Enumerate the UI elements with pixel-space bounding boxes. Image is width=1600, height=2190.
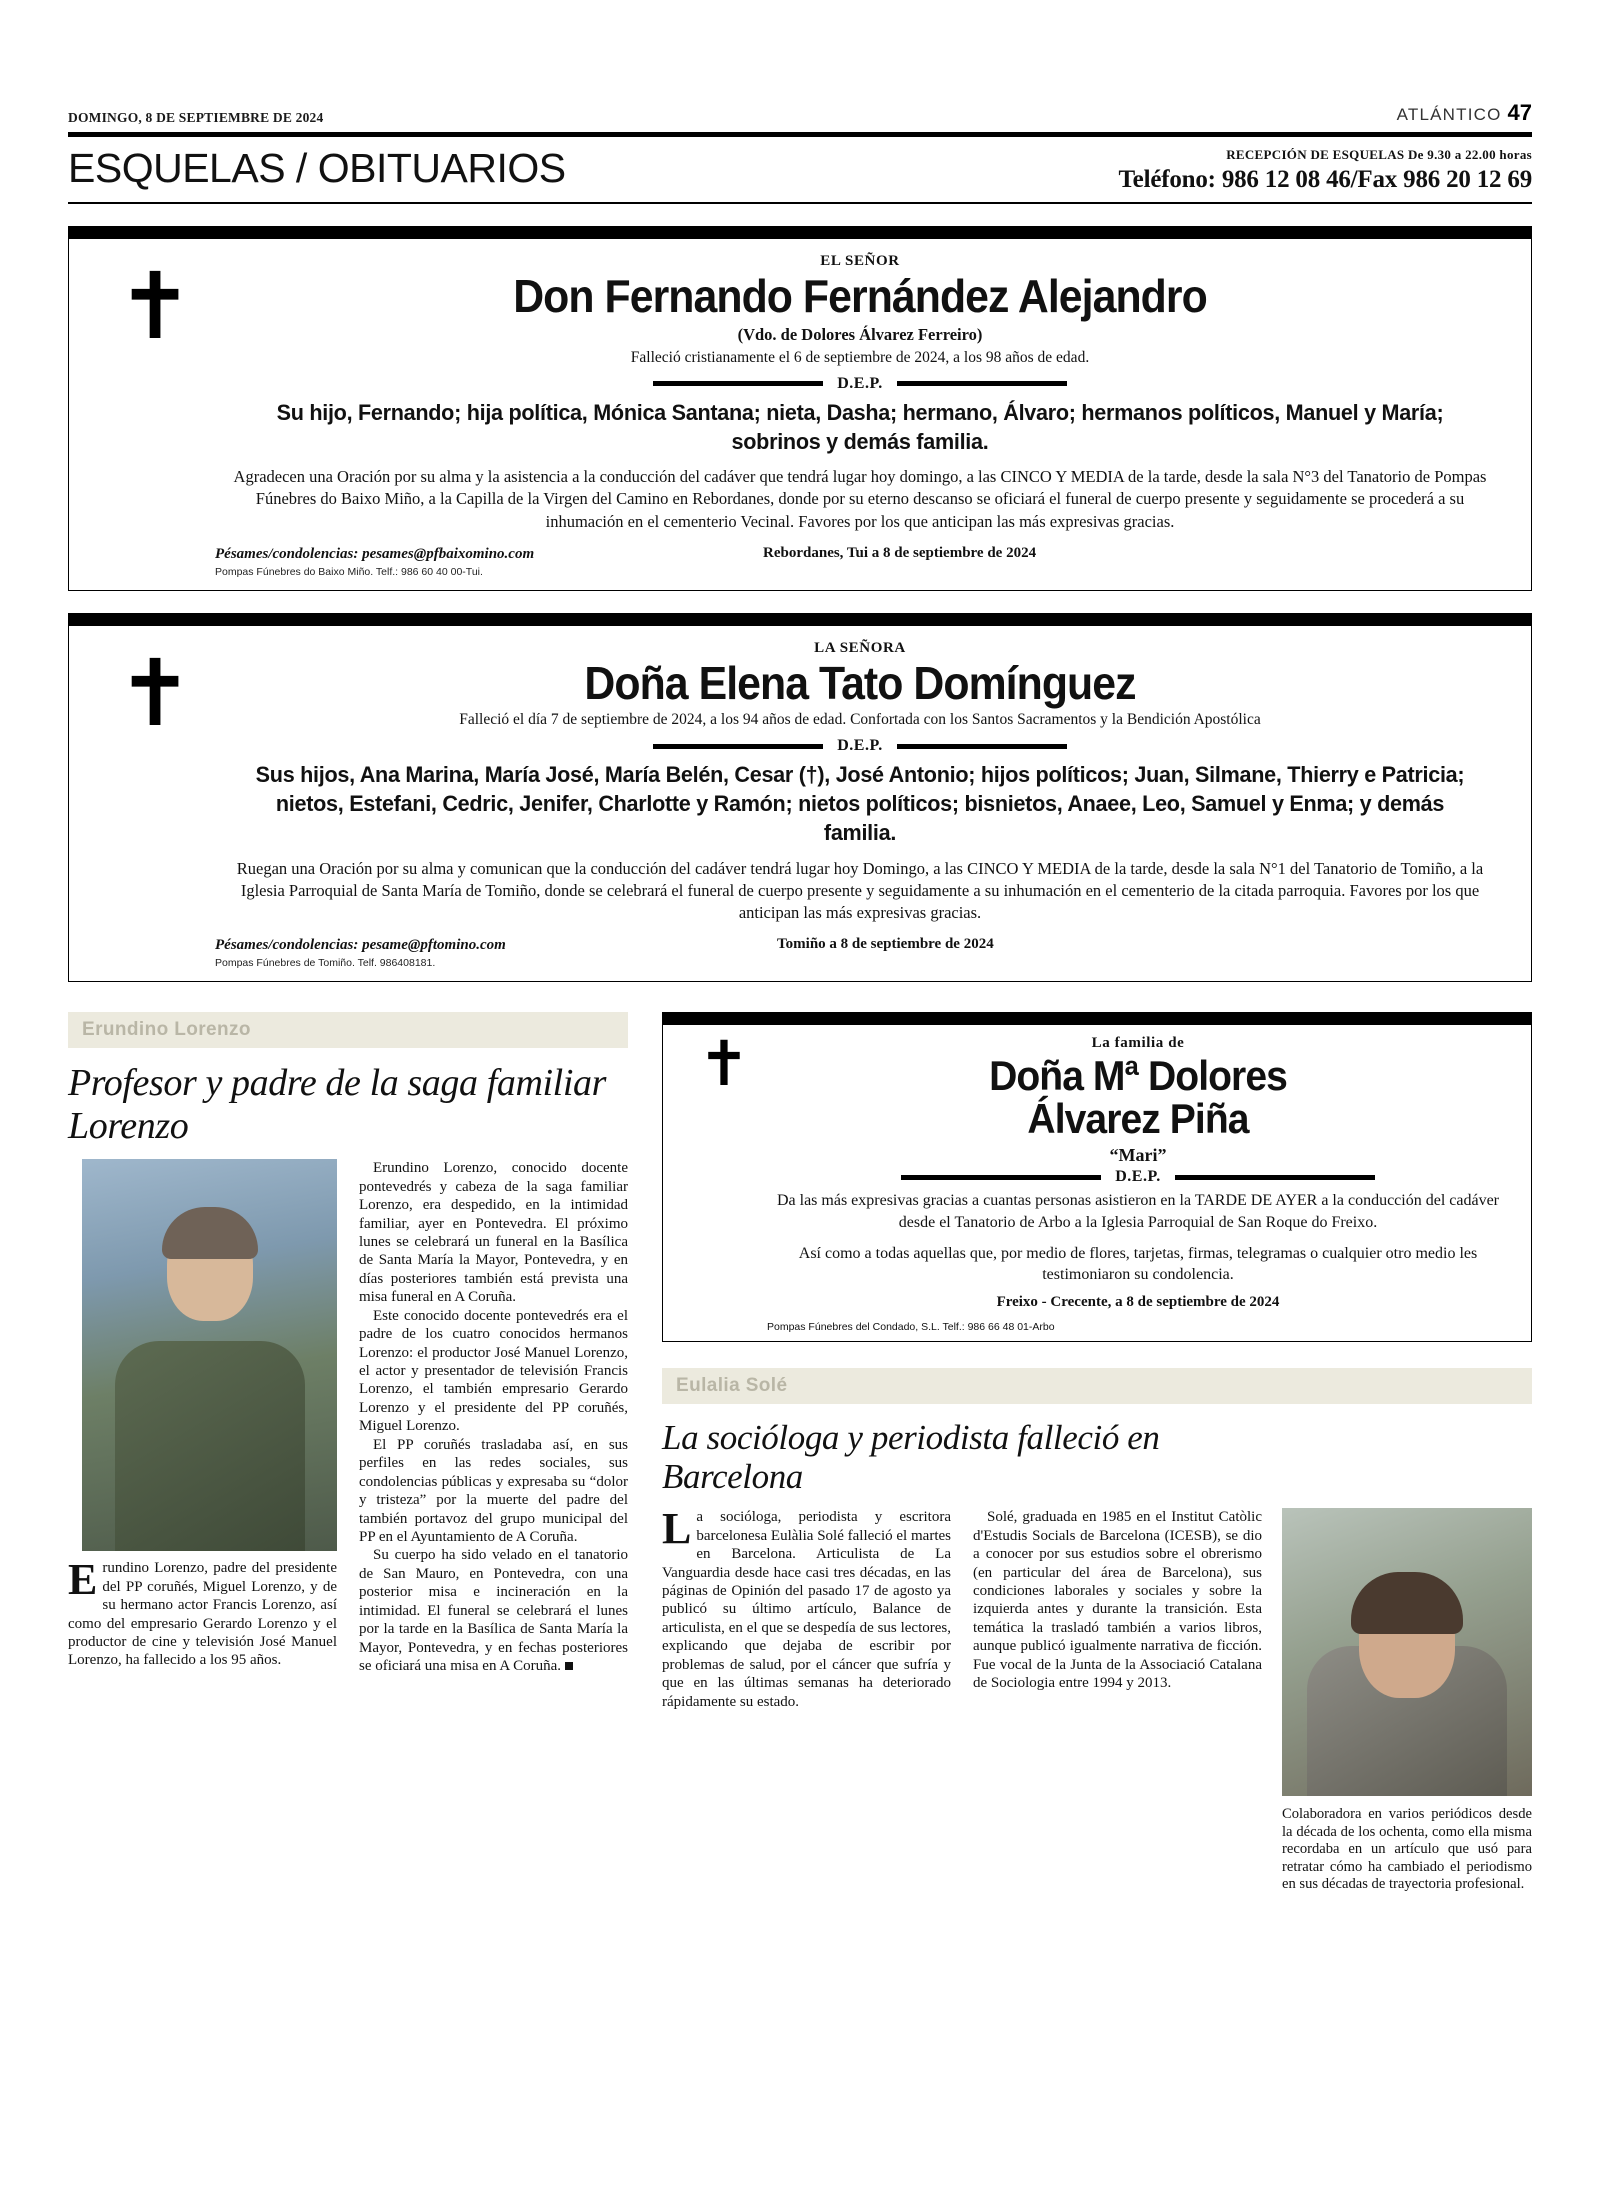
deceased-name-line1: Doña Mª Dolores: [989, 1052, 1287, 1100]
section-header: [68, 147, 1532, 194]
obituary-notice-3: [662, 1012, 1532, 1342]
photo-block: [1282, 1508, 1532, 1894]
lower-section: [68, 1012, 1532, 1894]
woman-portrait-photo: [1282, 1508, 1532, 1796]
paragraph: Este conocido docente pontevedrés era el padre de los cuatro conocidos hermanos Lorenzo: el productor José Manuel Lorenzo, el actor y presentador de televisión Francis Lorenzo, el también empresario Gerardo Lorenzo y el presidente del PP coruñés, Miguel Lorenzo.: [359, 1307, 628, 1435]
place-and-date: Tomiño a 8 de septiembre de 2024: [777, 936, 994, 953]
reception-info: [1119, 147, 1533, 194]
place-and-date: Rebordanes, Tui a 8 de septiembre de 2024: [763, 544, 1037, 561]
surviving-family: Su hijo, Fernando; hija política, Mónica Santana; nieta, Dasha; hermano, Álvaro; hermanos políticos, Manuel y María; sobrinos y demás familia.: [276, 399, 1444, 454]
issue-date: DOMINGO, 8 DE SEPTIEMBRE DE 2024: [68, 110, 324, 125]
page-title: ESQUELAS / OBITUARIOS: [68, 145, 566, 191]
mourning-band: [69, 227, 1531, 239]
article-eulalia: [662, 1368, 1532, 1893]
article-headline: Profesor y padre de la saga familiar Lorenzo: [68, 1062, 606, 1147]
dep-rule-right: [1175, 1175, 1375, 1180]
dep-divider: [767, 1168, 1509, 1186]
funeral-details: Agradecen una Oración por su alma y la asistencia a la conducción del cadáver que tendrá lugar hoy domingo, a las CINCO Y MEDIA de la tarde, desde la sala N°3 del Tanatorio de Pompas Fúnebres do Baixo Miño, a la Capilla de la Virgen del Camino en Rebordanes, donde por su eterno descanso se oficiará el funeral de cuerpo presente y seguidamente se procederá a su inhumación en el cementerio Vecinal. Favores por los que anticipan las más expresivas gracias.: [233, 467, 1487, 531]
end-mark: [565, 1662, 573, 1670]
article-kicker: Erundino Lorenzo: [68, 1012, 628, 1048]
masthead-rule: [68, 132, 1532, 137]
place-and-date: Freixo - Crecente, a 8 de septiembre de 2024: [996, 1293, 1280, 1310]
paragraph: Solé, graduada en 1985 en el Institut Catòlic d'Estudis Socials de Barcelona (ICESB), se dio a conocer por sus estudios sobre el obrerismo (en particular del área de Barcelona), sus condiciones laborales y sociales y sobre la izquierda antes y durante la transición. Esta temática la trasladó también a varios libros, aunque publicó igualmente narrativa de ficción. Fue vocal de la Junta de la Associació Catalana de Sociologia entre 1994 y 2013.: [973, 1509, 1262, 1692]
brand-name: ATLÁNTICO: [1396, 105, 1502, 124]
article-headline: La socióloga y periodista falleció en Barcelona: [662, 1417, 1160, 1497]
latin-cross-icon: ✝: [698, 1031, 750, 1100]
article-erundino: [68, 1012, 628, 1894]
death-info: Falleció el día 7 de septiembre de 2024, a los 94 años de edad. Confortada con los Santos Sacramentos y la Bendición Apostólica: [459, 711, 1261, 729]
obituary-notice-2: [68, 613, 1532, 982]
paragraph: La socióloga, periodista y escritora barcelonesa Eulàlia Solé falleció el martes en Barcelona. Articulista de La Vanguardia desde hace casi tres décadas, en las páginas de Opinión del pasado 17 de agosto ya publicó su último artículo, Balance de articulista, en el que se despedía de sus lectores, explicando que dejaba de escribir por problemas de salud, por el cáncer que sufría y que en las últimas semanas ha deteriorado rápidamente su estado.: [662, 1504, 951, 1710]
paragraph: Erundino Lorenzo, conocido docente pontevedrés y cabeza de la saga familiar Lorenzo, era despedido, en la intimidad familiar, ayer en Pontevedra. El próximo lunes se celebrará un funeral en la Basílica de Santa María la Mayor, Pontevedra, y en días posteriores también está prevista una misa funeral en A Coruña.: [359, 1160, 628, 1306]
thanks-text-2: Así como a todas aquellas que, por medio de flores, tarjetas, firmas, telegramas o cualquier otro medio les testimoniaron su condolencia.: [798, 1245, 1478, 1284]
paragraph: El PP coruñés trasladaba así, en sus perfiles en las redes sociales, sus condolencias públicas y expresaba su “dolor y tristeza” por la muerte del padre del también portavoz del grupo municipal del PP en el Ayuntamiento de A Coruña.: [359, 1436, 628, 1545]
right-column: [662, 1012, 1532, 1894]
deceased-name-line2: Álvarez Piña: [1027, 1094, 1249, 1142]
notice-footer: [215, 545, 1505, 578]
dep-rule-left: [653, 381, 823, 386]
funeral-home-info: Pompas Fúnebres del Condado, S.L. Telf.: 986 66 48 01-Arbo: [767, 1320, 1055, 1333]
masthead: [68, 0, 1532, 126]
paragraph: [359, 1546, 628, 1675]
deceased-name: Doña Elena Tato Domínguez: [584, 656, 1136, 709]
reception-phone: Teléfono: 986 12 08 46/Fax 986 20 12 69: [1118, 166, 1532, 193]
dep-rule-left: [653, 744, 823, 749]
article-kicker: Eulalia Solé: [662, 1368, 1532, 1404]
brand-folio: [1397, 100, 1532, 126]
death-info: Falleció cristianamente el 6 de septiembre de 2024, a los 98 años de edad.: [630, 348, 1090, 366]
mourning-band: [69, 614, 1531, 626]
dep-divider: [215, 737, 1505, 755]
dep-divider: [215, 375, 1505, 393]
condolences-email[interactable]: Pésames/condolencias: pesames@pfbaixomino.com: [215, 545, 535, 562]
deceased-subtitle: (Vdo. de Dolores Álvarez Ferreiro): [737, 324, 983, 344]
honorific: La familia de: [1091, 1035, 1185, 1052]
honorific: LA SEÑORA: [814, 639, 906, 656]
funeral-details: Ruegan una Oración por su alma y comunican que la conducción del cadáver tendrá lugar hoy Domingo, a las CINCO Y MEDIA de la tarde, desde la sala N°1 del Tanatorio de Tomiño, a la Iglesia Parroquial de Santa María de Tomiño, donde se celebrará el funeral de cuerpo presente y seguidamente a su inhumación en el cementerio de la citada parroquia. Favores por los que anticipan las más expresivas gracias.: [236, 858, 1484, 923]
thanks-text-1: Da las más expresivas gracias a cuantas personas asistieron en la TARDE DE AYER a la conducción del cadáver desde el Tanatorio de Arbo a la Iglesia Parroquial de San Roque do Freixo.: [776, 1192, 1500, 1231]
notice-footer: [215, 936, 1505, 969]
photo-caption: Colaboradora en varios periódicos desde la década de los ochenta, como ella misma recordaba en un artículo que usó para retratar cómo ha cambiado el periodismo en sus décadas de trayectoria profesional.: [1282, 1806, 1532, 1893]
man-portrait-photo: [82, 1159, 337, 1551]
condolences-email[interactable]: Pésames/condolencias: pesame@pftomino.com: [215, 937, 506, 954]
dep-rule-left: [901, 1175, 1101, 1180]
dep-rule-right: [897, 381, 1067, 386]
article-body: [68, 1159, 628, 1675]
obituary-notice-1: [68, 226, 1532, 591]
dep-label: D.E.P.: [837, 737, 883, 755]
honorific: EL SEÑOR: [820, 253, 900, 269]
page-number: 47: [1507, 100, 1532, 125]
latin-cross-icon: ✝: [116, 642, 194, 745]
mourning-band: [663, 1013, 1531, 1025]
dep-label: D.E.P.: [1115, 1168, 1161, 1186]
paragraph: Erundino Lorenzo, padre del presidente del PP coruñés, Miguel Lorenzo, y de su hermano actor Francis Lorenzo, así como del empresario Gerardo Lorenzo y el productor de cine y televisión José Manuel Lorenzo, ha fallecido a los 95 años.: [68, 1555, 337, 1669]
section-rule: [68, 202, 1532, 204]
latin-cross-icon: ✝: [116, 256, 194, 358]
surviving-family: Sus hijos, Ana Marina, María José, María Belén, Cesar (†), José Antonio; hijos políticos; Juan, Silmane, Thierry e Patricia; nietos, Estefani, Cedric, Jenifer, Charlotte y Ramón; nietos políticos; bisnietos, Anaee, Leo, Samuel y Enma; y demás familia.: [255, 762, 1465, 846]
deceased-name: Don Fernando Fernández Alejandro: [513, 270, 1207, 322]
dep-label: D.E.P.: [837, 374, 883, 392]
funeral-home-info: Pompas Fúnebres do Baixo Miño. Telf.: 986 60 40 00-Tui.: [215, 565, 483, 578]
article-body: [662, 1504, 1262, 1711]
funeral-home-info: Pompas Fúnebres de Tomiño. Telf. 986408181.: [215, 957, 436, 970]
reception-hours: RECEPCIÓN DE ESQUELAS De 9.30 a 22.00 horas: [1226, 147, 1532, 162]
paragraph-text: Su cuerpo ha sido velado en el tanatorio de San Mauro, en Pontevedra, con una posterior misa e incineración en la intimidad. El funeral se celebrará el lunes por la tarde en la Basílica de Santa María la Mayor, Pontevedra, y en fechas posteriores se oficiará una misa en A Coruña.: [359, 1547, 628, 1675]
deceased-nickname: “Mari”: [1109, 1145, 1167, 1166]
dep-rule-right: [897, 744, 1067, 749]
